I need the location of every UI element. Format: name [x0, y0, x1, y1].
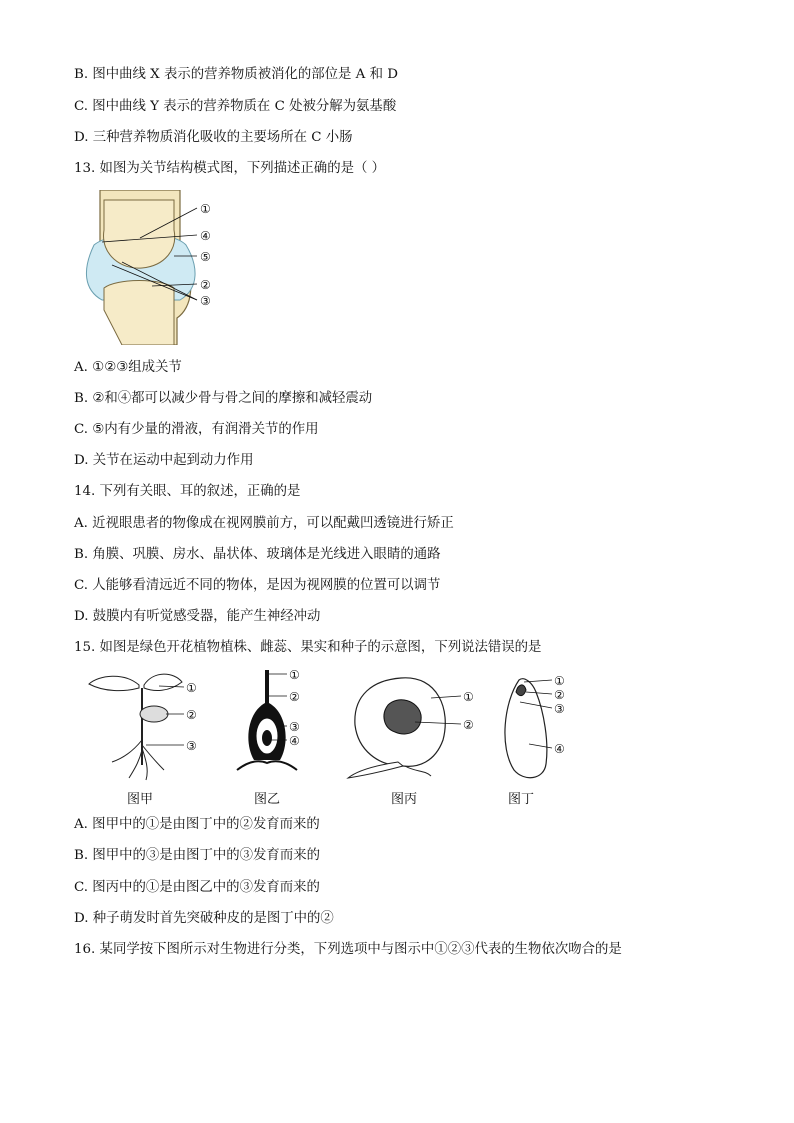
- q14-option-d: D. 鼓膜内有听觉感受器，能产生神经冲动: [74, 609, 321, 624]
- joint-label-2: ②: [200, 278, 211, 292]
- figure-ding-seed: [494, 672, 574, 784]
- jia-label-3: ③: [186, 739, 197, 753]
- ding-label-4: ④: [554, 742, 565, 756]
- yi-label-2: ②: [289, 690, 300, 704]
- joint-label-3: ③: [200, 294, 211, 308]
- q15-option-c: C. 图丙中的①是由图乙中的③发育而来的: [74, 880, 320, 895]
- q14-option-a: A. 近视眼患者的物像成在视网膜前方，可以配戴凹透镜进行矫正: [74, 516, 454, 531]
- joint-diagram: [82, 190, 227, 345]
- q13-option-b: B. ②和④都可以减少骨与骨之间的摩擦和减轻震动: [74, 391, 373, 406]
- ding-label-1: ①: [554, 674, 565, 688]
- yi-label-3: ③: [289, 720, 300, 734]
- yi-label-4: ④: [289, 734, 300, 748]
- q13-option-c: C. ⑤内有少量的滑液，有润滑关节的作用: [74, 422, 319, 437]
- q12-option-c: C. 图中曲线 Y 表示的营养物质在 C 处被分解为氨基酸: [74, 99, 397, 114]
- figure-yi-pistil: [232, 668, 312, 780]
- q13-option-d: D. 关节在运动中起到动力作用: [74, 453, 254, 468]
- yi-label-1: ①: [289, 668, 300, 682]
- q14-option-b: B. 角膜、巩膜、房水、晶状体、玻璃体是光线进入眼睛的通路: [74, 547, 441, 562]
- q12-option-d: D. 三种营养物质消化吸收的主要场所在 C 小肠: [74, 130, 353, 145]
- caption-jia: 图甲: [127, 792, 154, 807]
- q15-option-b: B. 图甲中的③是由图丁中的③发育而来的: [74, 848, 320, 863]
- caption-yi: 图乙: [254, 792, 281, 807]
- ding-label-2: ②: [554, 688, 565, 702]
- q14-stem: 14. 下列有关眼、耳的叙述，正确的是: [74, 484, 301, 499]
- joint-label-1: ①: [200, 202, 211, 216]
- figure-jia-plant: [84, 670, 214, 782]
- jia-label-2: ②: [186, 708, 197, 722]
- q13-stem: 13. 如图为关节结构模式图，下列描述正确的是（ ）: [74, 161, 386, 176]
- q12-option-b: B. 图中曲线 X 表示的营养物质被消化的部位是 A 和 D: [74, 67, 398, 82]
- figure-bing-fruit: [343, 670, 483, 782]
- caption-ding: 图丁: [508, 792, 535, 807]
- q15-option-d: D. 种子萌发时首先突破种皮的是图丁中的②: [74, 911, 334, 926]
- q13-option-a: A. ①②③组成关节: [74, 360, 182, 375]
- q16-stem: 16. 某同学按下图所示对生物进行分类，下列选项中与图示中①②③代表的生物依次吻合的是: [74, 942, 622, 957]
- joint-label-5: ⑤: [200, 250, 211, 264]
- jia-label-1: ①: [186, 681, 197, 695]
- q15-option-a: A. 图甲中的①是由图丁中的②发育而来的: [74, 817, 320, 832]
- bing-label-1: ①: [463, 690, 474, 704]
- q15-stem: 15. 如图是绿色开花植物植株、雌蕊、果实和种子的示意图，下列说法错误的是: [74, 640, 542, 655]
- bing-label-2: ②: [463, 718, 474, 732]
- caption-bing: 图丙: [391, 792, 418, 807]
- q14-option-c: C. 人能够看清远近不同的物体，是因为视网膜的位置可以调节: [74, 578, 441, 593]
- ding-label-3: ③: [554, 702, 565, 716]
- joint-label-4: ④: [200, 229, 211, 243]
